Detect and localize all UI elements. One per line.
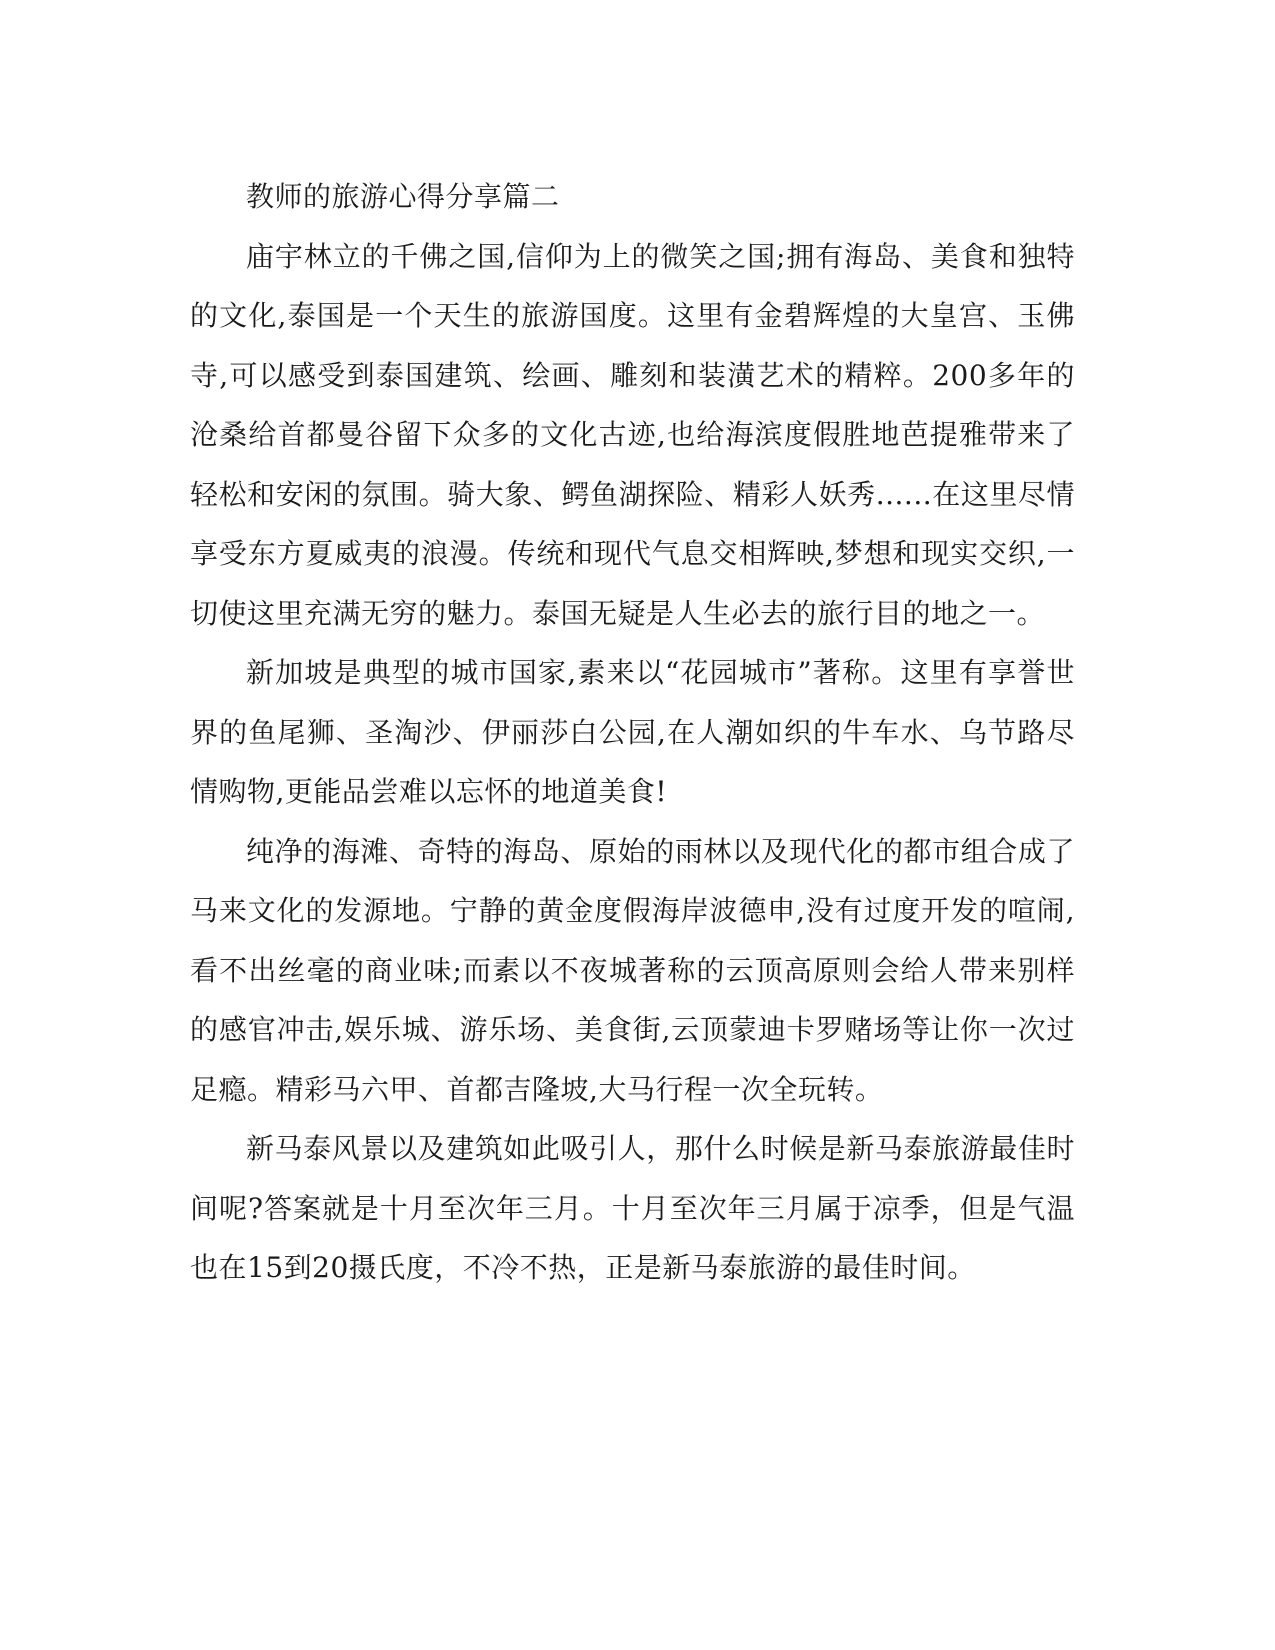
paragraph-thailand: 庙宇林立的千佛之国,信仰为上的微笑之国;拥有海岛、美食和独特的文化,泰国是一个天生的旅游国度。这里有金碧辉煌的大皇宫、玉佛寺,可以感受到泰国建筑、绘画、雕刻和装潢艺术的精粹。200多年的沧桑给首都曼谷留下众多的文化古迹,也给海滨度假胜地芭提雅带来了轻松和安闲的氛围。骑大象、鳄鱼湖探险、精彩人妖秀......在这里尽情享受东方夏威夷的浪漫。传统和现代气息交相辉映,梦想和现实交织,一切使这里充满无穷的魅力。泰国无疑是人生必去的旅行目的地之一。 bbox=[190, 239, 1075, 630]
paragraph-malaysia: 纯净的海滩、奇特的海岛、原始的雨林以及现代化的都市组合成了马来文化的发源地。宁静的黄金度假海岸波德申,没有过度开发的喧闹,看不出丝毫的商业味;而素以不夜城著称的云顶高原则会给人带来别样的感官冲击,娱乐城、游乐场、美食街,云顶蒙迪卡罗赌场等让你一次过足瘾。精彩马六甲、首都吉隆坡,大马行程一次全玩转。 bbox=[190, 834, 1075, 1106]
document-title: 教师的旅游心得分享篇二 bbox=[246, 180, 560, 213]
paragraph-best-time: 新马泰风景以及建筑如此吸引人，那什么时候是新马泰旅游最佳时间呢?答案就是十月至次年三月。十月至次年三月属于凉季，但是气温也在15到20摄氏度，不冷不热，正是新马泰旅游的最佳时间。 bbox=[190, 1132, 1075, 1284]
paragraph-singapore: 新加坡是典型的城市国家,素来以“花园城市”著称。这里有享誉世界的鱼尾狮、圣淘沙、伊丽莎白公园,在人潮如织的牛车水、乌节路尽情购物,更能品尝难以忘怀的地道美食! bbox=[190, 656, 1075, 808]
document-body bbox=[190, 167, 1075, 1298]
